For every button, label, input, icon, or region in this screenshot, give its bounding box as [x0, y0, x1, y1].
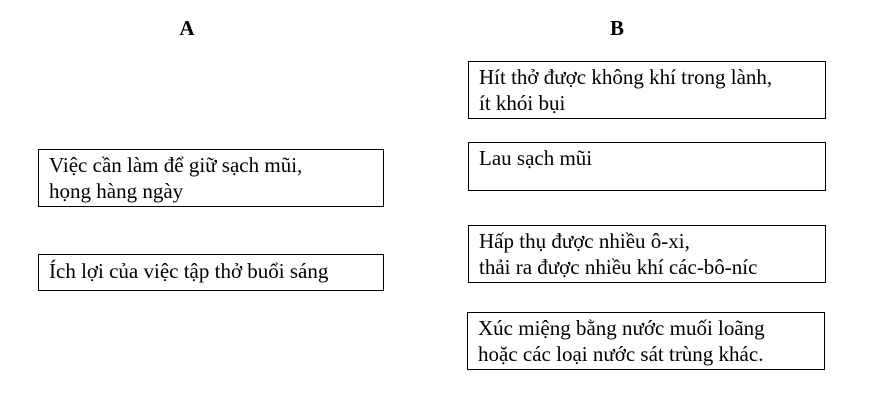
item-text-line: Ích lợi của việc tập thở buổi sáng [49, 259, 329, 283]
item-text-line: ít khói bụi [479, 91, 566, 115]
column-b-header: B [609, 16, 624, 40]
column-b-item-2[interactable] [468, 142, 826, 191]
column-a-item-1[interactable] [38, 149, 384, 207]
item-text-line: Việc cần làm để giữ sạch mũi, [49, 153, 303, 177]
item-text-line: hoặc các loại nước sát trùng khác. [478, 342, 764, 366]
item-text-line: Xúc miệng bằng nước muối loãng [478, 316, 765, 340]
item-text-line: Hấp thụ được nhiều ô-xi, [479, 229, 690, 253]
item-text-line: Hít thở được không khí trong lành, [479, 65, 773, 89]
item-text-line: Lau sạch mũi [479, 146, 593, 170]
item-text-line: thải ra được nhiều khí các-bô-níc [479, 255, 758, 279]
column-a-item-2[interactable] [38, 254, 384, 291]
item-text-line: họng hàng ngày [49, 179, 184, 203]
column-b-item-3[interactable] [468, 225, 826, 283]
column-b-item-4[interactable] [467, 312, 825, 370]
column-a-header: A [179, 16, 195, 40]
column-b-item-1[interactable] [468, 61, 826, 119]
